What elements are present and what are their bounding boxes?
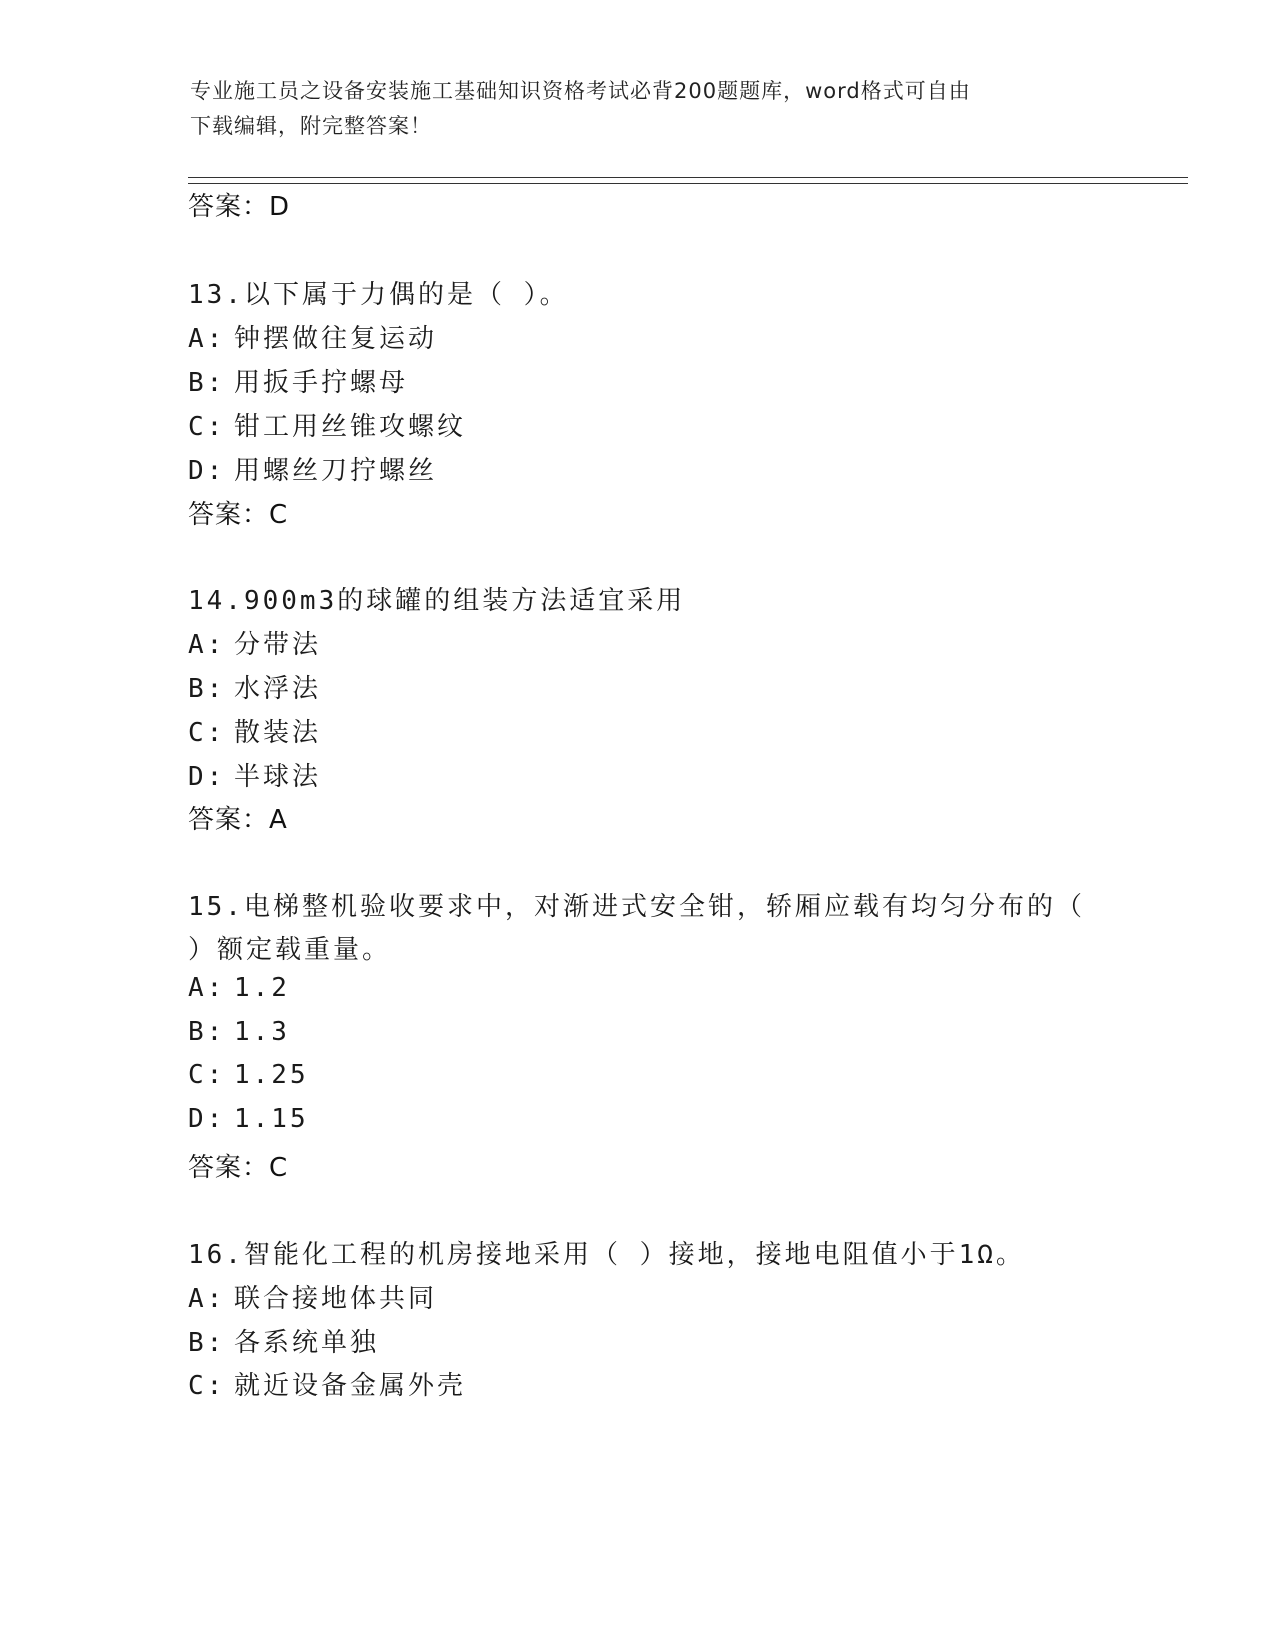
option-key: A:: [188, 324, 226, 354]
option-text: 散装法: [234, 718, 322, 748]
option-text: 分带法: [234, 630, 322, 660]
question-15-answer: 答案：C: [188, 1153, 289, 1183]
option-key: C:: [188, 718, 226, 748]
question-14-option-b: [188, 668, 321, 705]
option-key: B:: [188, 674, 226, 704]
question-14-answer: 答案：A: [188, 805, 288, 835]
header-divider-bottom: [188, 183, 1188, 184]
option-text: 1.2: [234, 973, 290, 1003]
question-15-option-a: [188, 973, 290, 1003]
option-text: 半球法: [234, 762, 322, 792]
option-key: D:: [188, 762, 226, 792]
option-key: A:: [188, 973, 226, 1003]
question-14-option-a: [188, 624, 321, 661]
question-15-text-line-1: 15.电梯整机验收要求中，对渐进式安全钳，轿厢应载有均匀分布的（: [188, 892, 1085, 922]
option-key: D:: [188, 456, 226, 486]
option-key: B:: [188, 1328, 226, 1358]
question-15-text-line-2: ）额定载重量。: [188, 935, 392, 965]
option-text: 用扳手拧螺母: [234, 368, 409, 398]
question-16-option-a: [188, 1278, 437, 1315]
option-text: 就近设备金属外壳: [234, 1371, 467, 1401]
option-key: A:: [188, 1284, 226, 1314]
previous-answer: 答案：D: [188, 192, 291, 222]
question-15-option-b: [188, 1017, 290, 1047]
option-key: B:: [188, 1017, 226, 1047]
question-14-text: 14.900m3的球罐的组装方法适宜采用: [188, 586, 686, 616]
option-key: C:: [188, 1371, 226, 1401]
question-13-option-b: [188, 362, 408, 399]
option-text: 钳工用丝锥攻螺纹: [234, 412, 467, 442]
option-text: 1.3: [234, 1017, 290, 1047]
option-text: 用螺丝刀拧螺丝: [234, 456, 438, 486]
document-header: [190, 74, 1070, 144]
header-line-1: 专业施工员之设备安装施工基础知识资格考试必背200题题库，word格式可自由: [190, 79, 971, 103]
question-13-answer: 答案：C: [188, 500, 289, 530]
header-divider-top: [188, 177, 1188, 178]
question-16-option-c: [188, 1365, 466, 1402]
question-16-option-b: [188, 1322, 379, 1359]
question-15-option-c: [188, 1060, 309, 1090]
question-15-option-d: [188, 1104, 309, 1134]
option-key: D:: [188, 1104, 226, 1134]
question-13-option-d: [188, 450, 437, 487]
question-14-option-d: [188, 756, 321, 793]
option-text: 水浮法: [234, 674, 322, 704]
question-13-option-a: [188, 318, 437, 355]
option-text: 各系统单独: [234, 1328, 380, 1358]
question-16-text: 16.智能化工程的机房接地采用（ ）接地，接地电阻值小于1Ω。: [188, 1240, 1025, 1270]
option-text: 1.25: [234, 1060, 309, 1090]
option-text: 联合接地体共同: [234, 1284, 438, 1314]
option-key: B:: [188, 368, 226, 398]
option-key: C:: [188, 412, 226, 442]
option-key: A:: [188, 630, 226, 660]
option-text: 钟摆做往复运动: [234, 324, 438, 354]
question-13-option-c: [188, 406, 466, 443]
question-14-option-c: [188, 712, 321, 749]
option-key: C:: [188, 1060, 226, 1090]
header-line-2: 下载编辑，附完整答案！: [190, 114, 432, 138]
option-text: 1.15: [234, 1104, 309, 1134]
question-13-text: 13.以下属于力偶的是（ ）。: [188, 280, 569, 310]
